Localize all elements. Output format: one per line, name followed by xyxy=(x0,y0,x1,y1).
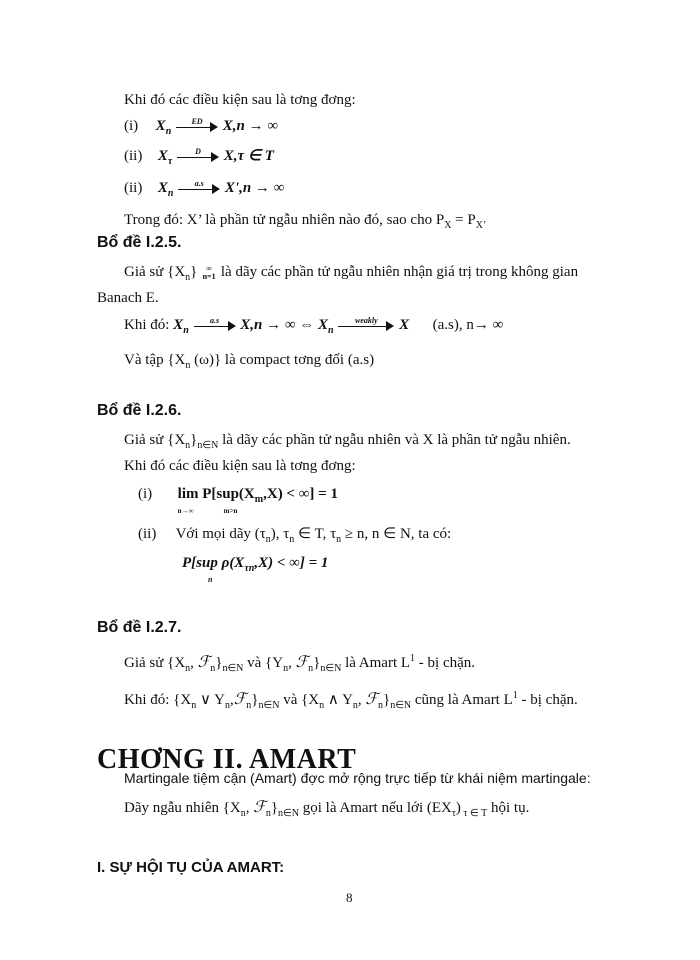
lemma-125-compact: Và tập {$X_n$ (ω)} là compact tơng đối (a.s) xyxy=(124,352,375,371)
lemma-126-condition-i: (i) $\lim P[sup(X_m,X)$ < ∞] = 1 n→∞ m>n xyxy=(138,486,338,515)
chapter-line1: Martingale tiệm cận (Amart) đợc mở rộng trực tiếp từ khái niệm martingale: xyxy=(124,770,591,786)
lemma-127-line2: Khi đó: {$X_n$ ∨ $Y_n,ℱ_n\}_{n\in N}$ và {$X_n$ ∧ $Y_n$, $ℱ_n\}_{n\in N}$ cũng là Amart $L^1$ - bị chặn. xyxy=(124,690,578,711)
condition-ii xyxy=(124,146,274,172)
formula: $X_n$ a.s X',n → ∞ xyxy=(157,178,285,199)
item-label: (i) xyxy=(124,118,139,134)
lemma-126-condition-ii: (ii) Với mọi dãy $(\tau_n)$, $\tau_n$ ∈ T, $\tau_n \ge n$, n ∈ N, ta có: xyxy=(138,526,452,545)
item-label: (ii) xyxy=(124,148,143,164)
section-title: I. SỰ HỘI TỤ CỦA AMART: xyxy=(97,859,285,876)
item-label: (ii) xyxy=(124,180,143,196)
intro-line xyxy=(124,90,356,110)
condition-iii xyxy=(124,178,284,204)
formula: P[sup $\rho(X_{\tau n},X)$ < ∞] = 1 n xyxy=(182,555,329,584)
lemma-126-title: Bổ đề I.2.6. xyxy=(97,402,182,419)
page-number: 8 xyxy=(346,890,353,905)
lemma-125-equivalence: Khi đó: $X_n$ a.s X,n → ∞ ⇔ $X_n$ weakly X (a.s), n→ ∞ xyxy=(124,315,504,336)
lemma-126-formula-ii xyxy=(182,553,328,583)
lemma-126-line2: Khi đó các điều kiện sau là tơng đơng: xyxy=(124,458,356,474)
lemma-126-line1: Giả sử $\{X_n\}_{n\in N}$ là dãy các phần tử ngẫu nhiên và X là phần tử ngẫu nhiên. xyxy=(124,432,571,451)
lemma-125-line1: Giả sử $\{X_n\}$ ∞ n=1 là dãy các phần tử ngẫu nhiên nhận giá trị trong không gian xyxy=(124,263,579,283)
formula: $X_n$ a.s X,n → ∞ ⇔ $X_n$ weakly X xyxy=(173,315,410,336)
arrow-icon: a.s xyxy=(178,183,220,195)
lemma-125-line2: Banach E. xyxy=(97,290,159,306)
formula: $\lim P[sup(X_m,X)$ < ∞] = 1 n→∞ m>n xyxy=(177,486,338,515)
lemma-127-title: Bổ đề I.2.7. xyxy=(97,619,182,636)
formula: $X_n$ ED X,n → ∞ xyxy=(155,116,279,137)
arrow-icon: weakly xyxy=(338,320,394,332)
formula: $X_\tau$ D X,τ ∈ T xyxy=(157,146,274,167)
arrow-icon: ED xyxy=(176,121,218,133)
trong-do-line: Trong đó: X’ là phần tử ngẫu nhiên nào đó, sao cho $P_X = P_{X’}$ xyxy=(124,212,487,231)
chapter-line2: Dãy ngẫu nhiên {$X_n$, $ℱ_n\}_{n\in N}$ gọi là Amart nếu lới $(EX_\tau)$ $_{\tau \in T}$ hội tụ. xyxy=(124,799,530,819)
arrow-icon: a.s xyxy=(194,320,236,332)
condition-i xyxy=(124,116,278,142)
lemma-127-line1: Giả sử {$X_n$, $ℱ_n\}_{n\in N}$ và {$Y_n$, $ℱ_n\}_{n\in N}$ là Amart $L^1$ - bị chặn. xyxy=(124,653,476,674)
text: Khi đó các điều kiện sau là tơng đơng: xyxy=(124,92,356,108)
lemma-125-title: Bổ đề I.2.5. xyxy=(97,234,182,251)
chapter-title: CHƠNG II. AMART xyxy=(97,744,357,775)
arrow-icon: D xyxy=(177,151,219,163)
